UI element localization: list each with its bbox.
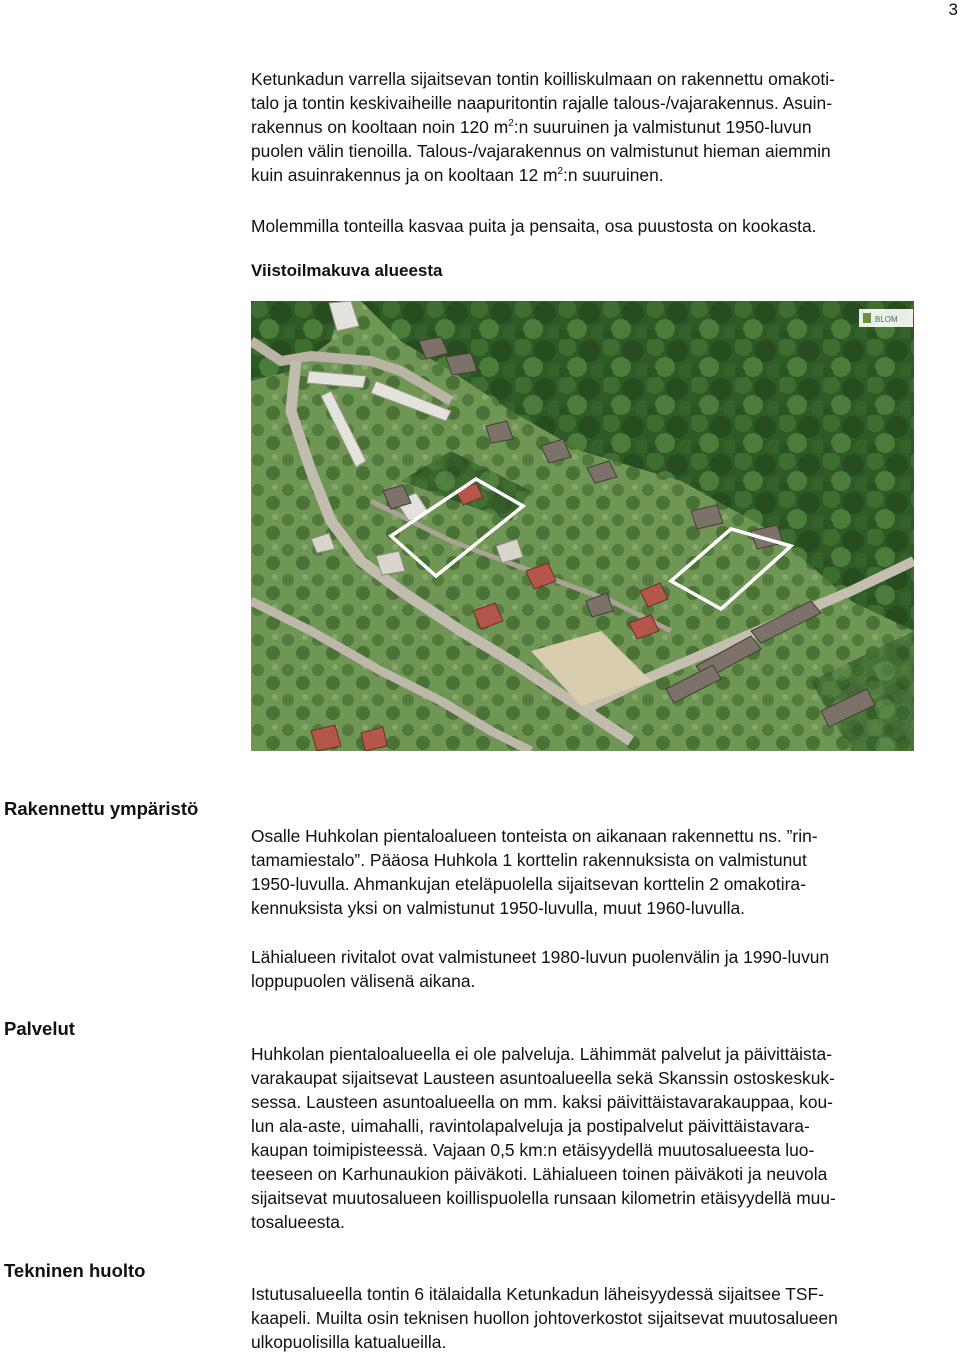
aerial-photo — [251, 301, 914, 751]
section-heading-built: Rakennettu ympäristö — [4, 798, 199, 819]
text-line: tamamiestalo”. Pääosa Huhkola 1 korttelin rakennuksista on valmistunut — [251, 850, 807, 870]
text-line: Istutusalueella tontin 6 itälaidalla Ketunkadun läheisyydessä sijaitsee TSF- — [251, 1284, 824, 1304]
section-heading-services: Palvelut — [4, 1018, 75, 1039]
text-line: Osalle Huhkolan pientaloalueen tonteista on aikanaan rakennettu ns. ”rin- — [251, 826, 818, 846]
text-line: kuin asuinrakennus ja on kooltaan 12 $m^2:n$ suuruinen. — [251, 165, 664, 185]
built-paragraph-1 — [251, 824, 956, 920]
text-line: sessa. Lausteen asuntoalueella on mm. kaksi päivittäistavarakauppaa, kou- — [251, 1092, 833, 1112]
text-line: Lähialueen rivitalot ovat valmistuneet 1980-luvun puolenvälin ja 1990-luvun — [251, 947, 830, 967]
text-line: Huhkolan pientaloalueella ei ole palveluja. Lähimmät palvelut ja päivittäista- — [251, 1044, 833, 1064]
trees-paragraph — [251, 214, 956, 238]
superscript: 2 — [508, 118, 514, 129]
text-line: rakennus on kooltaan noin 120 $m^2:n$ suuruinen ja valmistunut 1950-luvun — [251, 117, 812, 137]
text-line: kaapeli. Muilta osin teknisen huollon johtoverkostot sijaitsevat muutosalueen — [251, 1308, 838, 1328]
text-line: ulkopuolisilla katualueilla. — [251, 1332, 447, 1352]
page-number: 3 — [948, 0, 958, 19]
text-line: kaupan toimipisteessä. Vajaan 0,5 km:n etäisyydellä muutosalueesta luo- — [251, 1140, 815, 1160]
tech-paragraph — [251, 1282, 956, 1354]
text-line: tosalueesta. — [251, 1212, 345, 1232]
photo-logo: BLOM — [875, 315, 898, 324]
text-line: sijaitsevat muutosalueen koillispuolella runsaan kilometrin etäisyydellä muu- — [251, 1188, 836, 1208]
text-line: 1950-luvulla. Ahmankujan eteläpuolella sijaitsevan korttelin 2 omakotira- — [251, 874, 806, 894]
text-line: varakaupat sijaitsevat Lausteen asuntoalueella sekä Skanssin ostoskeskuk- — [251, 1068, 835, 1088]
superscript: 2 — [557, 166, 564, 177]
built-paragraph-2 — [251, 945, 956, 993]
text-line: teeseen on Karhunaukion päiväkoti. Lähialueen toinen päiväkoti ja neuvola — [251, 1164, 828, 1184]
section-heading-tech: Tekninen huolto — [4, 1260, 146, 1281]
text-line: kennuksista yksi on valmistunut 1950-luvulla, muut 1960-luvulla. — [251, 898, 745, 918]
text-line: Ketunkadun varrella sijaitsevan tontin koilliskulmaan on rakennettu omakoti- — [251, 69, 835, 89]
intro-paragraph — [251, 67, 956, 187]
text-line: loppupuolen välisenä aikana. — [251, 971, 476, 991]
services-paragraph — [251, 1042, 956, 1234]
text-line: Molemmilla tonteilla kasvaa puita ja pensaita, osa puustosta on kookasta. — [251, 216, 817, 236]
text-line: talo ja tontin keskivaiheille naapuritontin rajalle talous-/vajarakennus. Asuin- — [251, 93, 832, 113]
text-line: lun ala-aste, uimahalli, ravintolapalveluja ja postipalvelut päivittäistavara- — [251, 1116, 810, 1136]
text-line: puolen välin tienoilla. Talous-/vajarakennus on valmistunut hieman aiemmin — [251, 141, 831, 161]
photo-caption: Viistoilmakuva alueesta — [251, 261, 443, 280]
